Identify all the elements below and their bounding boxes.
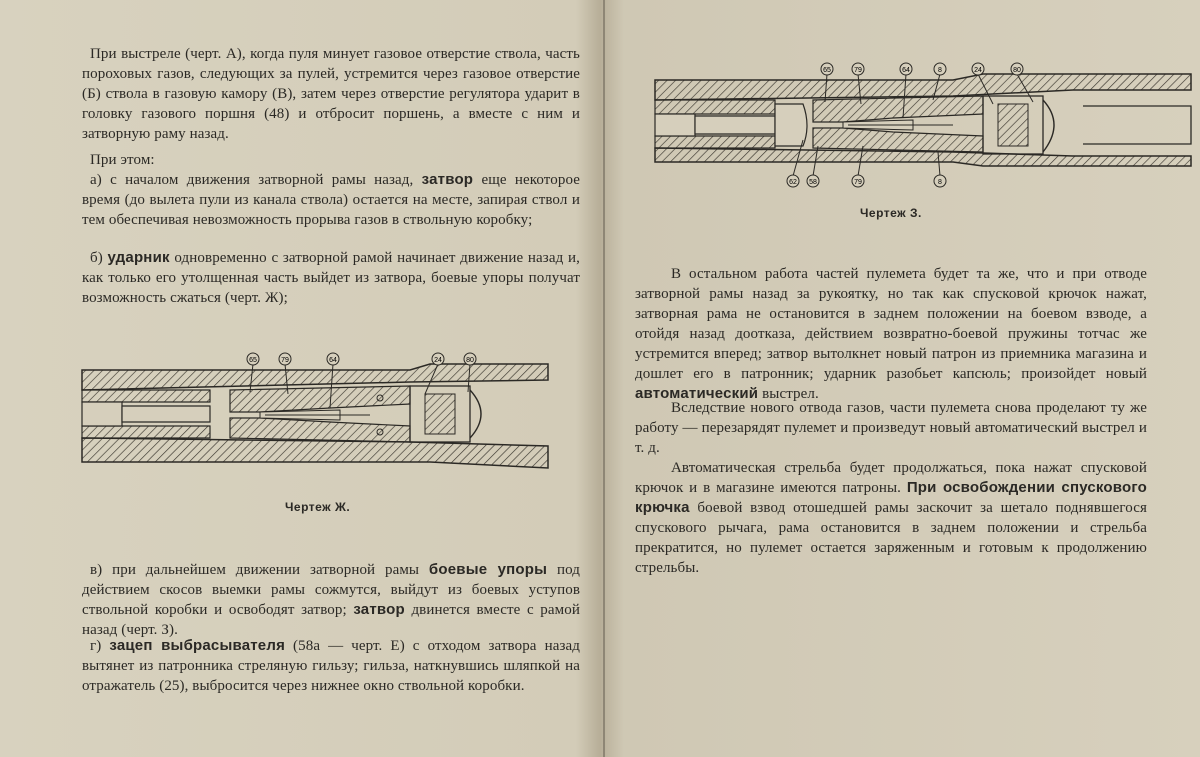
text: двинется вместе с рамой назад (черт. З).: [82, 602, 580, 638]
svg-text:24: 24: [974, 67, 982, 74]
svg-text:24: 24: [434, 357, 442, 364]
text: одновременно с затворной рамой начинает движение назад и, как только его утолщенная часть выйдет из затвора, боевые упоры получат возможность сжаться (черт. Ж);: [82, 250, 580, 306]
text: а) с началом движения затворной рамы назад,: [90, 172, 414, 188]
paragraph-b: [82, 248, 580, 308]
bold-term: ударник: [107, 249, 170, 266]
text: г): [90, 638, 102, 654]
text: Вследствие нового отвода газов, части пулемета снова проделают ту же работу — перезарядят пулемет и произведут новый автоматический выстрел и т. д.: [635, 400, 1147, 456]
svg-text:65: 65: [249, 357, 257, 364]
drawing-zh: [80, 350, 550, 485]
svg-text:80: 80: [466, 357, 474, 364]
bold-term: автоматический: [635, 385, 759, 402]
paragraph-new-gas: [635, 398, 1147, 458]
paragraph-continued-operation: [635, 264, 1147, 404]
text: выстрел.: [762, 386, 819, 402]
text: Автоматическая стрельба будет продолжаться, пока нажат спусковой крючок и в магазине имеются патроны.: [635, 460, 1147, 496]
bold-term: затвор: [421, 171, 474, 188]
svg-text:8: 8: [938, 67, 942, 74]
callout-62: [787, 140, 803, 187]
text: В остальном работа частей пулемета будет та же, что и при отводе затворной рамы назад за рукоятку, но так как спусковой крючок нажат, затворная рама не остановится в заднем положении на боевом взводе, а отойдя назад доотказа, действием возвратно-боевой пружины тотчас же устремится вперед; затвор вытолкнет новый патрон из приемника магазина и дошлет его в патронник; ударник разобьет капсюль; произойдет новый: [635, 266, 1147, 382]
bold-term: зацеп выбрасывателя: [109, 637, 286, 654]
paragraph-intro: [90, 150, 580, 170]
svg-text:58: 58: [809, 179, 817, 186]
svg-text:79: 79: [854, 179, 862, 186]
text: еще некоторое время (до вылета пули из канала ствола) остается на месте, запирая ствол и тем обеспечивая невозможность прорыва газов в ствольную коробку;: [82, 172, 580, 228]
svg-text:62: 62: [789, 179, 797, 186]
svg-text:64: 64: [902, 67, 910, 74]
text: в) при дальнейшем движении затворной рамы: [90, 562, 420, 578]
caption-drawing-zh: Чертеж Ж.: [285, 500, 351, 514]
text: под действием скосов выемки рамы сожмутся, выйдут из боевых уступов ствольной коробки и освободят затвор;: [82, 562, 580, 618]
text: боевой взвод отошедшей рамы заскочит за шетало поднявшегося спускового рычага, рама остановится в заднем положении и стрельба прекратится, но пулемет остается заряженным и готовым к продолжению стрельбы.: [635, 500, 1147, 576]
right-page: [603, 0, 1200, 757]
paragraph-v: [82, 560, 580, 640]
svg-text:8: 8: [938, 179, 942, 186]
caption-drawing-z: Чертеж З.: [860, 206, 922, 220]
paragraph-gas-operation: [82, 44, 580, 144]
bold-term: При освобождении спускового крючка: [635, 479, 1147, 516]
svg-text:64: 64: [329, 357, 337, 364]
svg-text:65: 65: [823, 67, 831, 74]
paragraph-g: [82, 636, 580, 696]
drawing-z: [653, 60, 1193, 190]
paragraph-a: [82, 170, 580, 230]
svg-text:79: 79: [281, 357, 289, 364]
bold-term: затвор: [353, 601, 405, 618]
text: При этом:: [90, 152, 155, 168]
bold-term: боевые упоры: [428, 561, 548, 578]
svg-text:80: 80: [1013, 67, 1021, 74]
svg-text:79: 79: [854, 67, 862, 74]
text: (58а — черт. Е) с отходом затвора назад вытянет из патронника стреляную гильзу; гильза, наткнувшись шляпкой на отражатель (25), выбросится через нижнее окно ствольной коробки.: [82, 638, 580, 694]
text: б): [90, 250, 103, 266]
text: При выстреле (черт. А), когда пуля минует газовое отверстие ствола, часть пороховых газов, следующих за пулей, устремится через газовое отверстие (Б) ствола в газовую камору (В), затем через отверстие регулятора ударит в головку газового поршня (48) и отбросит поршень, а вместе с ним и затворную раму назад.: [82, 46, 580, 142]
paragraph-automatic-fire: [635, 458, 1147, 578]
